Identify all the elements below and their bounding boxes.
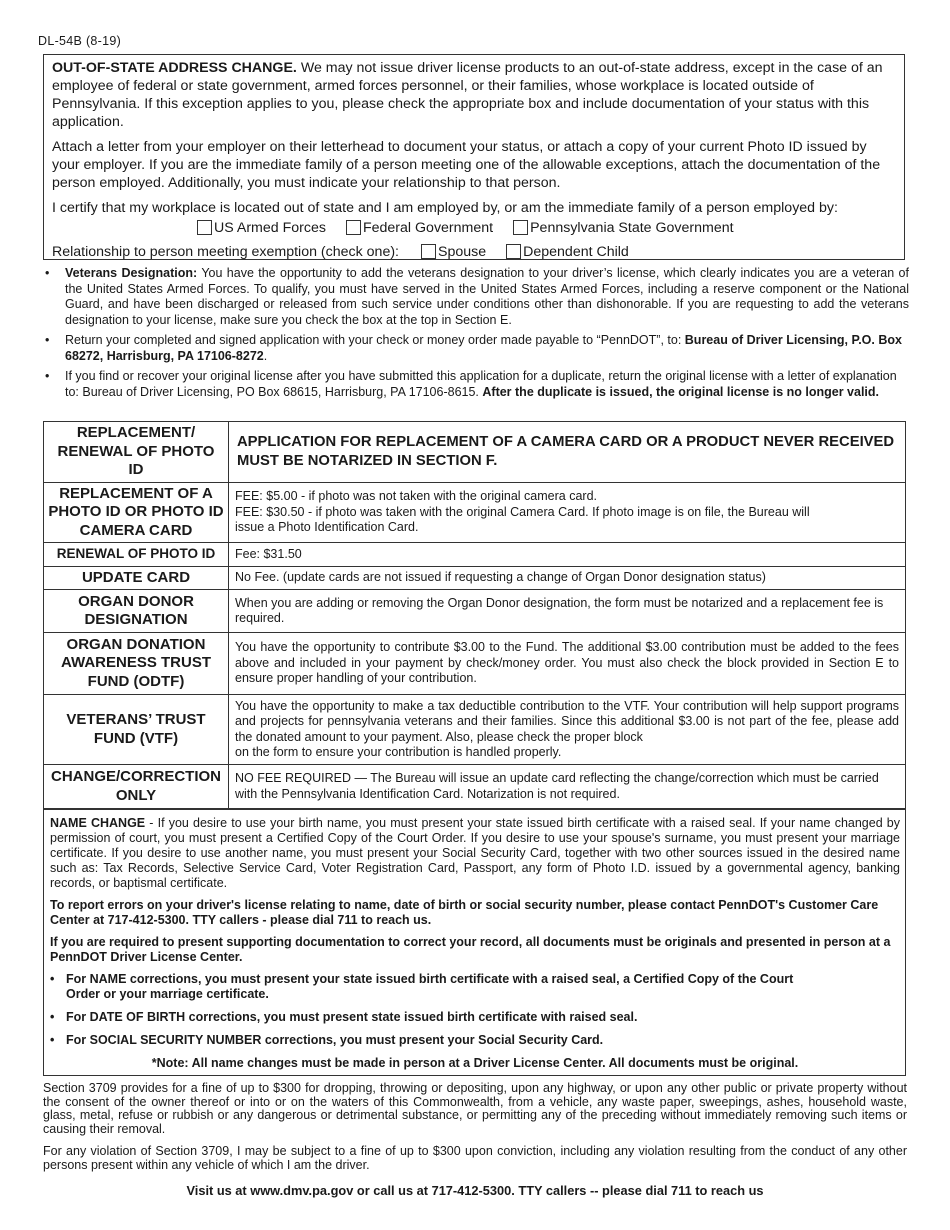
fee-head: ORGAN DONOR DESIGNATION <box>44 590 229 633</box>
checkbox-pa-state-government[interactable] <box>513 220 528 235</box>
fee-head: REPLACEMENT/ RENEWAL OF PHOTO ID <box>44 422 229 483</box>
fee-head: UPDATE CARD <box>44 566 229 590</box>
table-row <box>44 633 906 695</box>
dob-correction-bullet: • For DATE OF BIRTH corrections, you must present state issued birth certificate with raised seal. <box>50 1010 638 1024</box>
fee-head: ORGAN DONATION AWARENESS TRUST FUND (ODTF) <box>44 633 229 695</box>
bullet-dot: • <box>45 266 50 280</box>
bullet-dot: • <box>45 333 50 347</box>
out-of-state-para1: OUT-OF-STATE ADDRESS CHANGE. We may not issue driver license products to an out-of-state address, except in the case of an employee of federal or state government, armed forces personnel, or their families, whose workplace is located outside of Pennsylvania. If this exception applies to you, please check the appropriate box and include documentation of your status with this application. <box>52 60 883 130</box>
bullet-dot: • <box>50 1033 55 1047</box>
change-correction-table <box>43 764 906 809</box>
report-errors-para: To report errors on your driver's license relating to name, date of birth or social security number, please contact PennDOT's Customer Care Center at 717-412-5300. TTY callers - please dial 711 to reach us. <box>50 898 879 927</box>
fee-desc: Fee: $31.50 <box>229 543 906 567</box>
fee-desc: APPLICATION FOR REPLACEMENT OF A CAMERA CARD OR A PRODUCT NEVER RECEIVED MUST BE NOTARIZED IN SECTION F. <box>229 422 906 483</box>
name-change-para: NAME CHANGE - If you desire to use your birth name, you must present your state issued birth certificate with a raised seal. If your name changed by permission of court, you must present a Certified Copy of the Court Order. If you desire to use your spouse's surname, you must present your marriage certificate. If you desire to use another name, you must present your Social Security Card, together with two other sources issued in the desired name such as: Tax Records, Selective Service Card, Voter Registration Card, Passport, any form of Photo I.D. issued by a governmental agency, banking records, or baptismal certificate. <box>50 816 901 890</box>
table-row <box>44 482 906 543</box>
table-row <box>44 566 906 590</box>
table-row <box>44 422 906 483</box>
checkbox-spouse[interactable] <box>421 244 436 259</box>
relationship-label: Relationship to person meeting exemption (check one): <box>52 243 399 260</box>
relationship-row <box>52 242 896 261</box>
bullet-dot: • <box>50 1010 55 1024</box>
table-row <box>44 590 906 633</box>
fee-desc: FEE: $5.00 - if photo was not taken with the original camera card. FEE: $30.50 - if photo was taken with the original Camera Card. If photo image is on file, the Bureau will issue a Photo Identification Card. <box>229 482 906 543</box>
bullet-dot: • <box>45 369 50 383</box>
out-of-state-para2: Attach a letter from your employer on their letterhead to document your status, or attach a copy of your current Photo ID issued by your employer. If you are the immediate family of a person meeting one of the allowable exceptions, attach the documentation of the person employed. Additionally, you must indicate your relationship to that person. <box>52 139 881 191</box>
fee-head: VETERANS’ TRUST FUND (VTF) <box>44 695 229 765</box>
fee-desc: When you are adding or removing the Organ Donor designation, the form must be notarized and a replacement fee is required. <box>229 590 906 633</box>
fee-head: REPLACEMENT OF A PHOTO ID OR PHOTO ID CAMERA CARD <box>44 482 229 543</box>
section-3709 <box>43 1082 907 1181</box>
fee-desc: You have the opportunity to make a tax deductible contribution to the VTF. Your contribution will help support programs and projects for pennsylvania veterans and their families. Since this additional $3.00 is not part of the fee, please add the donated amount to your payment. Also, please check the proper block on the form to ensure your contribution is handled properly. <box>229 695 906 765</box>
fee-table <box>43 421 906 765</box>
employer-option-armed-forces[interactable]: US Armed Forces <box>197 219 326 237</box>
change-head: CHANGE/CORRECTION ONLY <box>44 765 229 809</box>
name-change-note: *Note: All name changes must be made in person at a Driver License Center. All documents must be original. <box>151 1056 799 1070</box>
recover-bullet: • If you find or recover your original license after you have submitted this application for a duplicate, return the original license with a letter of explanation to: Bureau of Driver Licensing, PO Box 68615, Harrisburg, PA 17106-8615. After the duplicate is issued, the original license is no longer valid. <box>45 369 897 399</box>
fee-desc: No Fee. (update cards are not issued if requesting a change of Organ Donor designation status) <box>229 566 906 590</box>
certify-statement: I certify that my workplace is located out of state and I am employed by, or am the immediate family of a person employed by: <box>52 200 838 216</box>
name-change-heading: NAME CHANGE <box>50 816 146 830</box>
info-bullets <box>43 266 909 405</box>
employer-option-federal[interactable]: Federal Government <box>346 219 493 237</box>
fee-head: RENEWAL OF PHOTO ID <box>44 543 229 567</box>
relationship-option-dependent[interactable]: Dependent Child <box>506 243 629 261</box>
bullet-dot: • <box>50 972 55 986</box>
table-row <box>44 543 906 567</box>
table-row <box>44 765 906 809</box>
ssn-correction-bullet: • For SOCIAL SECURITY NUMBER corrections, you must present your Social Security Card. <box>50 1033 604 1047</box>
return-bullet: • Return your completed and signed application with your check or money order made payable to “PennDOT”, to: Bureau of Driver Licensing, P.O. Box 68272, Harrisburg, PA 17106-8272. <box>45 333 902 363</box>
checkbox-federal-government[interactable] <box>346 220 361 235</box>
employer-options <box>52 218 896 237</box>
supporting-docs-para: If you are required to present supporting documentation to correct your record, all documents must be originals and presented in person at a PennDOT Driver License Center. <box>50 935 891 964</box>
checkbox-armed-forces[interactable] <box>197 220 212 235</box>
checkbox-dependent-child[interactable] <box>506 244 521 259</box>
form-id: DL-54B (8-19) <box>38 34 122 48</box>
fee-desc: You have the opportunity to contribute $3.00 to the Fund. The additional $3.00 contribution must be added to the fees above and included in your payment by check/money order. You must also check the block provided in Section E to ensure proper handling of your contribution. <box>229 633 906 695</box>
section-3709-para1: Section 3709 provides for a fine of up to $300 for dropping, throwing or depositing, upon any highway, or upon any other public or private property without the consent of the owner thereof or into or on the waters of this Commonwealth, from a vehicle, any waste paper, sweepings, ashes, household waste, glass, metal, refuse or rubbish or any dangerous or detrimental substance, or permitting any of the preceding without immediately removing such items or causing their removal. <box>43 1081 907 1136</box>
section-3709-para2: For any violation of Section 3709, I may be subject to a fine of up to $300 upon conviction, including any violation resulting from the conduct of any other persons present within any vehicle of which I am the driver. <box>43 1144 907 1172</box>
veterans-bullet: • Veterans Designation: You have the opportunity to add the veterans designation to your driver’s license, which clearly indicates you are a veteran of the United States Armed Forces. To qualify, you must have served in the United States Armed Forces, including a reserve component or the National Guard, and have been discharged or released from such service under conditions other than dishonorable. If you are requesting to add the veterans designation to your license, make sure you check the box at the top in Section E. <box>45 266 909 327</box>
change-desc: NO FEE REQUIRED — The Bureau will issue an update card reflecting the change/correction which must be carried with the Pennsylvania Identification Card. Notarization is not required. <box>229 765 906 809</box>
footer-contact: Visit us at www.dmv.pa.gov or call us at 717-412-5300. TTY callers -- please dial 711 to reach us <box>186 1183 764 1198</box>
table-row <box>44 695 906 765</box>
relationship-option-spouse[interactable]: Spouse <box>421 243 486 261</box>
out-of-state-heading: OUT-OF-STATE ADDRESS CHANGE. <box>52 60 297 76</box>
name-change-box <box>43 809 906 1076</box>
employer-option-pa-state[interactable]: Pennsylvania State Government <box>513 219 733 237</box>
out-of-state-box <box>43 54 905 260</box>
name-correction-bullet: • For NAME corrections, you must present your state issued birth certificate with a raised seal, a Certified Copy of the Court Order or your marriage certificate. <box>50 972 794 1001</box>
